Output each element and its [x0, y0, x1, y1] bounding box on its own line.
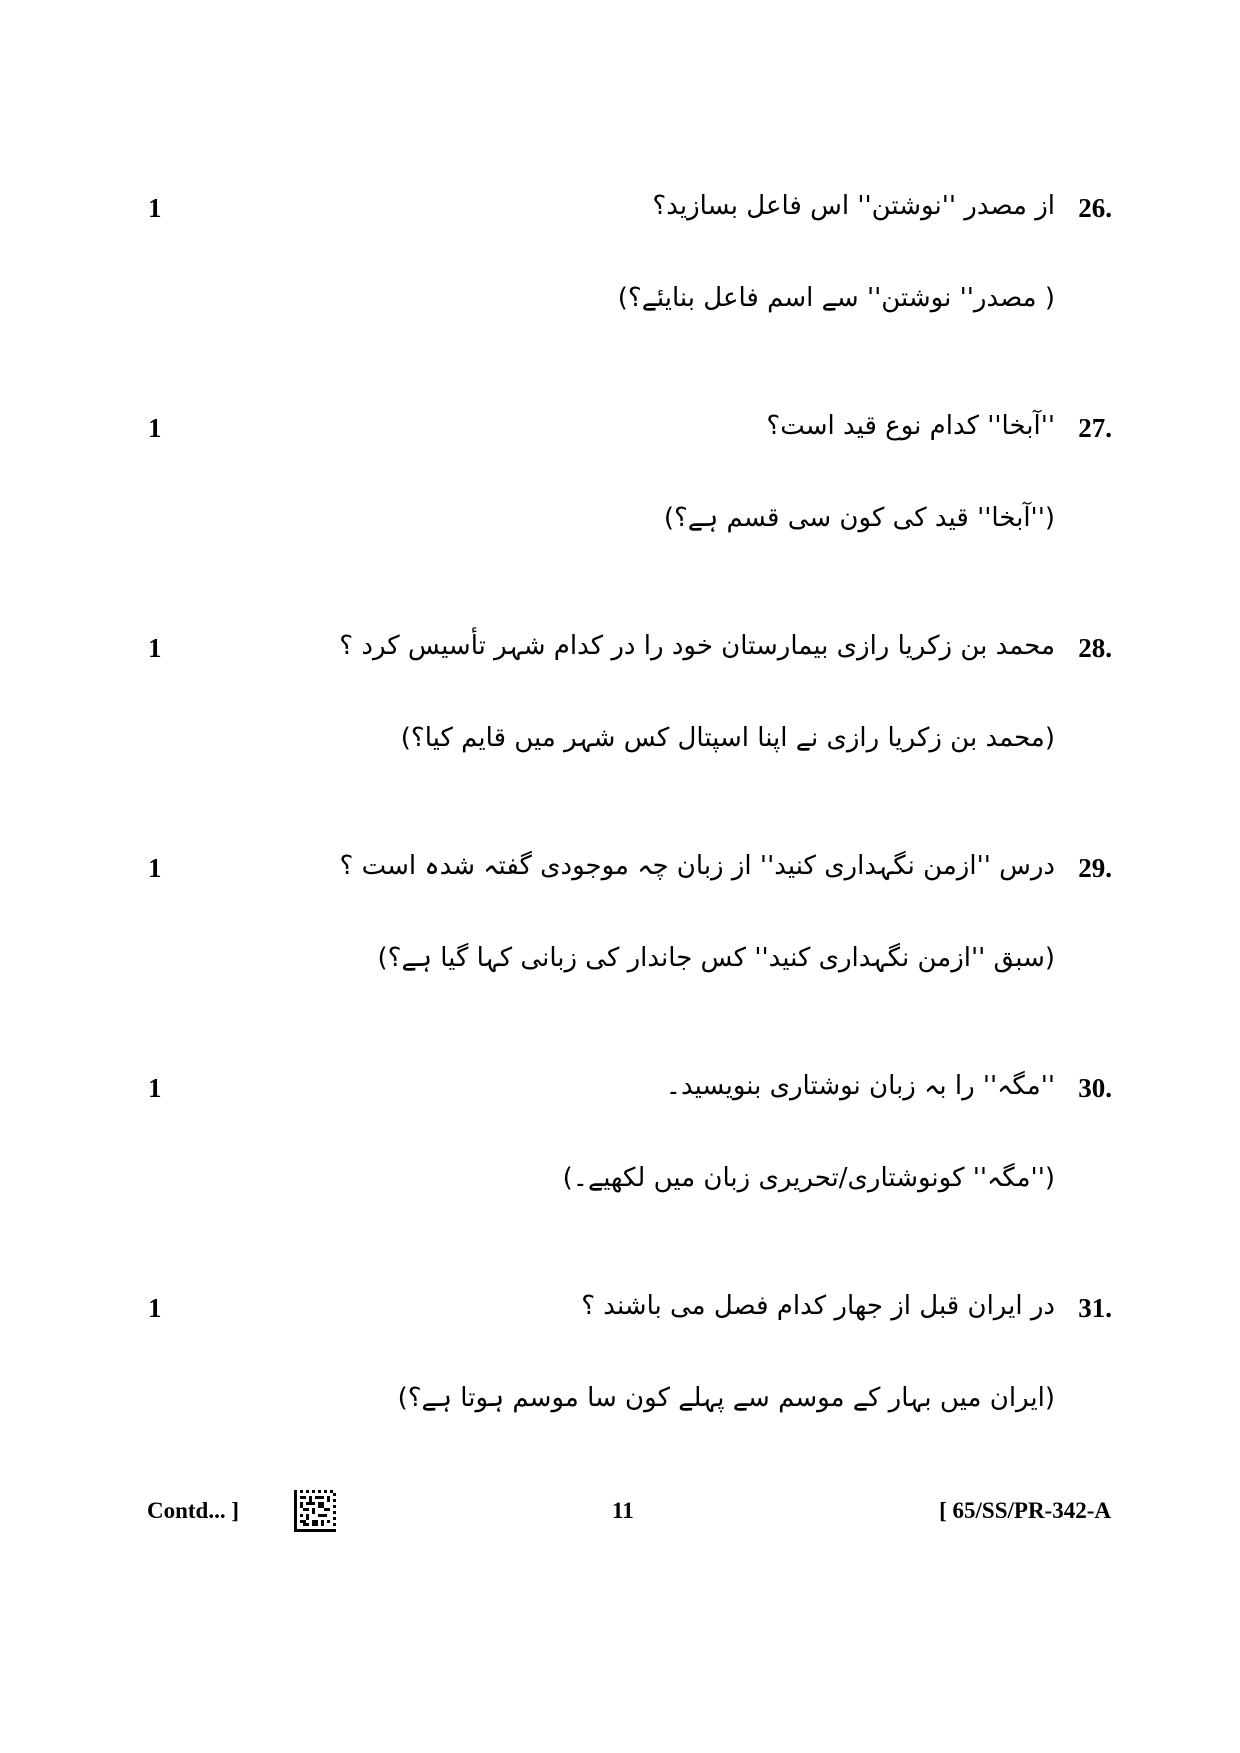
contd-label: Contd... ]	[147, 1498, 240, 1523]
question-31-marks: 1	[148, 1293, 162, 1323]
question-28-persian-text: محمد بن زکریا رازی بیمارستان خود را در کدام شہر تأسیس کرد ؟	[339, 631, 1055, 661]
question-27-marks: 1	[148, 413, 162, 443]
question-30-number: 30.	[1078, 1073, 1112, 1103]
question-27	[0, 410, 1240, 570]
question-26-persian-text: از مصدر ''نوشتن'' اس فاعل بسازید؟	[652, 191, 1055, 221]
question-31-persian-text: در ایران قبل از جھار کدام فصل می باشند ؟	[581, 1291, 1055, 1321]
question-29-marks: 1	[148, 853, 162, 883]
question-28	[0, 630, 1240, 790]
page-footer	[0, 1490, 1240, 1540]
page-number: 11	[612, 1498, 634, 1523]
question-29	[0, 850, 1240, 1010]
question-30	[0, 1070, 1240, 1230]
question-30-persian-text: ''مگہ'' را بہ زبان نوشتاری بنویسید۔	[665, 1071, 1055, 1101]
question-26-urdu-translation: ( مصدر'' نوشتن'' سے اسم فاعل بنایئے؟)	[617, 283, 1055, 313]
question-28-marks: 1	[148, 633, 162, 663]
question-31-urdu-translation: (ایران میں بہار کے موسم سے پہلے کون سا موسم ہوتا ہے؟)	[397, 1383, 1055, 1413]
question-26	[0, 190, 1240, 350]
question-29-number: 29.	[1078, 853, 1112, 883]
question-27-persian-text: ''آبخا'' کدام نوع قید است؟	[766, 411, 1055, 441]
paper-code: [ 65/SS/PR-342-A	[939, 1498, 1111, 1523]
data-matrix-code-icon	[294, 1490, 336, 1532]
question-29-urdu-translation: (سبق ''ازمن نگہداری کنید'' کس جاندار کی زبانی کہا گیا ہے؟)	[377, 943, 1055, 973]
question-30-urdu-translation: (''مگہ'' کونوشتاری/تحریری زبان میں لکھیے۔)	[562, 1163, 1055, 1193]
question-31-number: 31.	[1078, 1293, 1112, 1323]
question-27-number: 27.	[1078, 413, 1112, 443]
question-30-marks: 1	[148, 1073, 162, 1103]
question-27-urdu-translation: (''آبخا'' قید کی کون سی قسم ہے؟)	[663, 503, 1055, 533]
question-29-persian-text: درس ''ازمن نگہداری کنید'' از زبان چہ موجودی گفتہ شدہ است ؟	[339, 851, 1055, 881]
question-26-marks: 1	[148, 193, 162, 223]
question-28-number: 28.	[1078, 633, 1112, 663]
question-26-number: 26.	[1078, 193, 1112, 223]
question-28-urdu-translation: (محمد بن زکریا رازی نے اپنا اسپتال کس شہر میں قایم کیا؟)	[400, 723, 1055, 753]
question-31	[0, 1290, 1240, 1450]
